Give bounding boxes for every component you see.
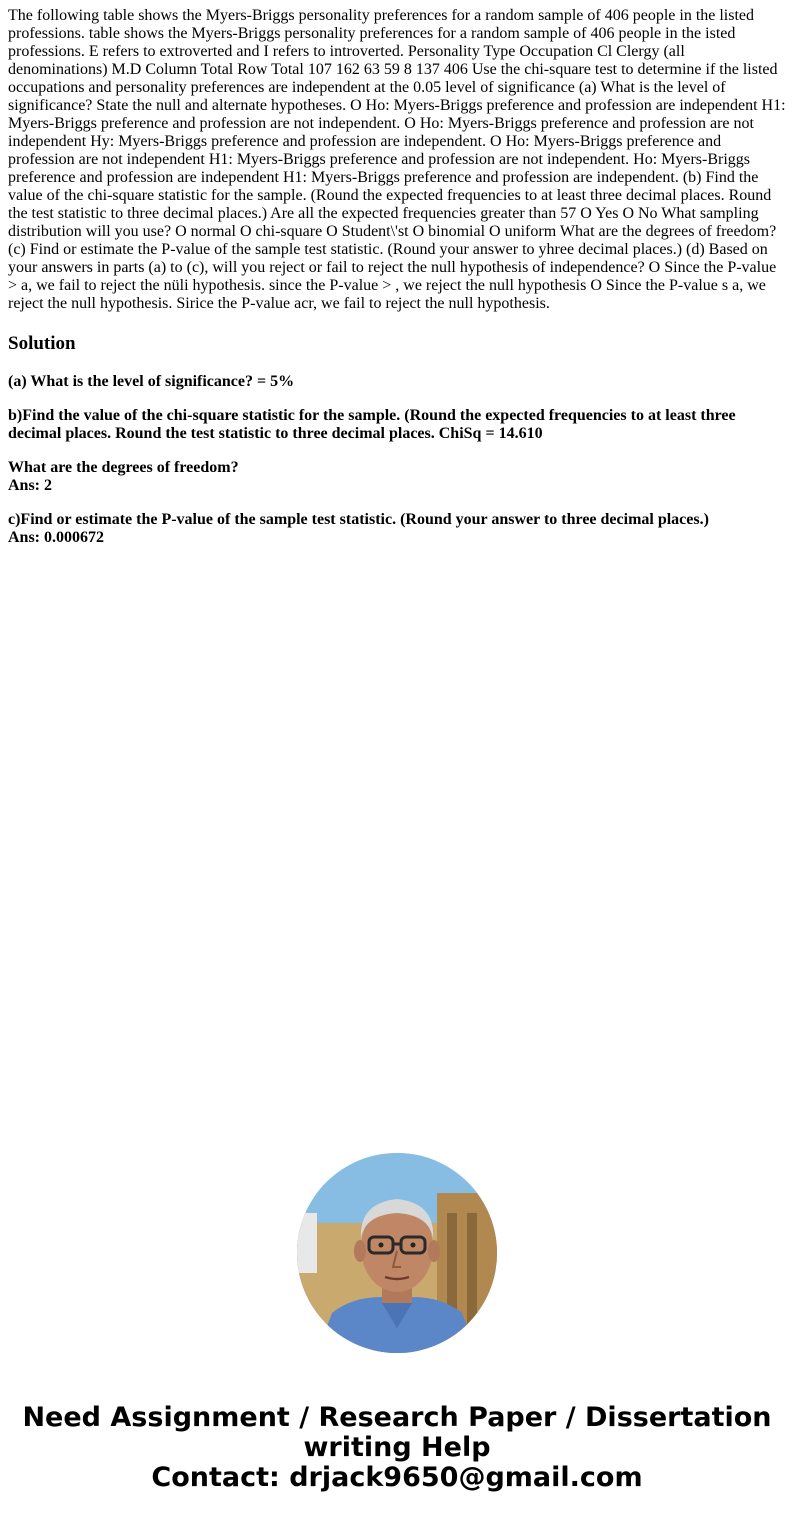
solution-heading: Solution — [8, 333, 76, 354]
answer-part-c — [8, 511, 788, 547]
answer-part-a: (a) What is the level of significance? = 5% — [8, 373, 295, 390]
part-c-answer: Ans: 0.000672 — [8, 529, 105, 546]
tutor-portrait-icon — [297, 1153, 497, 1353]
promo-line-2: writing Help — [303, 1432, 491, 1463]
question-text: The following table shows the Myers-Briggs personality preferences for a random sample of 406 people in the listed professions. table shows the Myers-Briggs personality preferences for a random sample of 406 people in the isted professions. E refers to extroverted and I refers to introverted. Personality Type Occupation Cl Clergy (all denominations) M.D Column Total Row Total 107 162 63 59 8 137 406 Use the chi-square test to determine if the listed occupations and personality preferences are independent at the 0.05 level of significance (a) What is the level of significance? State the null and alternate hypotheses. O Ho: Myers-Briggs preference and profession are independent H1: Myers-Briggs preference and profession are not independent. O Ho: Myers-Briggs preference and profession are not independent Hy: Myers-Briggs preference and profession are independent. O Ho: Myers-Briggs preference and profession are not independent H1: Myers-Briggs preference and profession are not independent. Ho: Myers-Briggs preference and profession are independent H1: Myers-Briggs preference and profession are independent. (b) Find the value of the chi-square statistic for the sample. (Round the expected frequencies to at least three decimal places. Round the test statistic to three decimal places.) Are all the expected frequencies greater than 57 O Yes O No What sampling distribution will you use? O normal O chi-square O Student\'st O binomial O uniform What are the degrees of freedom? (c) Find or estimate the P-value of the sample test statistic. (Round your answer to yhree decimal places.) (d) Based on your answers in parts (a) to (c), will you reject or fail to reject the null hypothesis of independence? O Since the P-value > a, we fail to reject the nüli hypothesis. since the P-value > , we reject the null hypothesis O Since the P-value s a, we reject the null hypothesis. Sirice the P-value acr, we fail to reject the null hypothesis. — [8, 7, 786, 312]
promo-banner — [0, 1403, 794, 1493]
df-question: What are the degrees of freedom? — [8, 459, 239, 476]
promo-line-1: Need Assignment / Research Paper / Dissertation — [22, 1402, 772, 1433]
part-c-question: c)Find or estimate the P-value of the sample test statistic. (Round your answer to three decimal places.) — [8, 511, 709, 528]
df-answer: Ans: 2 — [8, 477, 53, 494]
promo-contact: Contact: drjack9650@gmail.com — [151, 1462, 643, 1493]
answer-degrees-of-freedom — [8, 459, 788, 495]
tutor-avatar — [297, 1153, 497, 1353]
answer-part-b: b)Find the value of the chi-square statistic for the sample. (Round the expected frequencies to at least three decimal places. Round the test statistic to three decimal places. ChiSq = 14.610 — [8, 407, 736, 442]
